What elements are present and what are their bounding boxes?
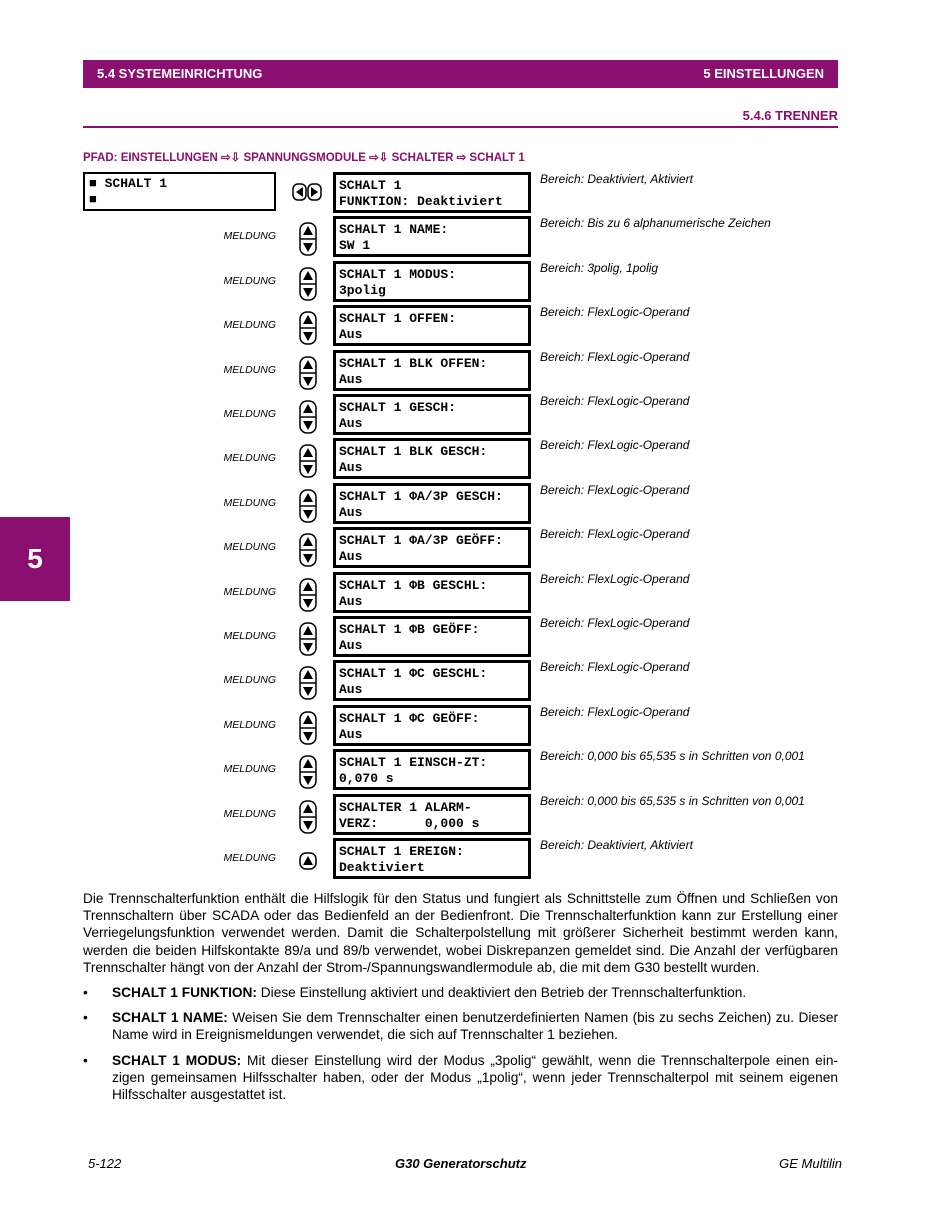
message-label: MELDUNG [223, 541, 276, 554]
message-label: MELDUNG [223, 363, 276, 376]
setting-name: SCHALT 1 [339, 178, 402, 193]
up-down-arrow-icon [298, 755, 318, 789]
setting-name: SCHALT 1 ΦA/3P GESCH: [339, 488, 503, 504]
setting-value: Aus [339, 682, 363, 698]
up-down-arrow-icon [298, 578, 318, 612]
message-label: MELDUNG [223, 452, 276, 465]
up-down-arrow-icon [298, 222, 318, 256]
setting-name: SCHALT 1 ΦC GESCHL: [339, 666, 488, 682]
section-header-left: 5.4 SYSTEMEINRICHTUNG [97, 66, 263, 81]
setting-value: Aus [339, 726, 363, 742]
setting-value: VERZ: 0,000 s [339, 815, 480, 831]
setting-display-box [333, 705, 531, 746]
setting-row [0, 261, 950, 305]
chapter-tab: 5 [0, 517, 70, 601]
range-prefix: Bereich: [540, 394, 588, 408]
setting-range [540, 794, 805, 808]
message-label: MELDUNG [223, 807, 276, 820]
range-prefix: Bereich: [540, 482, 588, 497]
setting-row [0, 216, 950, 260]
range-prefix: Bereich: [540, 305, 588, 320]
setting-name: SCHALT 1 ΦB GESCHL: [339, 577, 488, 593]
arrow-right-down-icon: ⇨⇩ [369, 152, 389, 164]
setting-row [0, 794, 950, 838]
bullet-term: SCHALT 1 MODUS: [112, 1052, 242, 1068]
setting-display-box [333, 305, 531, 346]
setting-row [0, 660, 950, 704]
up-down-arrow-icon [298, 533, 318, 567]
setting-value: Aus [339, 327, 363, 343]
up-down-arrow-icon [298, 356, 318, 390]
setting-row [0, 616, 950, 660]
path-part: SPANNUNGSMODULE [240, 152, 370, 164]
message-label: MELDUNG [223, 852, 276, 864]
menu-header-line1: ■ SCHALT 1 [89, 176, 168, 191]
message-label: MELDUNG [223, 274, 276, 287]
setting-name: SCHALT 1 MODUS: [339, 266, 457, 282]
range-prefix: Bereich: [540, 616, 588, 630]
message-label: MELDUNG [223, 319, 276, 332]
range-value: 0,000 bis 65,535 s in Schritten von 0,001 [587, 793, 805, 808]
range-value: FlexLogic-Operand [587, 660, 690, 675]
setting-row [0, 350, 950, 394]
setting-display-box [333, 794, 531, 835]
setting-range [540, 527, 689, 541]
path-part: PFAD: EINSTELLUNGEN [83, 152, 222, 164]
bullet-item [83, 1009, 838, 1043]
message-label: MELDUNG [223, 630, 276, 642]
setting-value: Aus [339, 460, 363, 476]
range-prefix: Bereich: [540, 571, 588, 586]
range-prefix: Bereich: [540, 749, 588, 764]
message-label: MELDUNG [223, 763, 276, 776]
menu-header-line2: ■ [89, 192, 97, 207]
range-prefix: Bereich: [540, 704, 588, 719]
setting-row [0, 305, 950, 349]
range-value: Bis zu 6 alphanumerische Zeichen [587, 216, 771, 231]
setting-range [540, 216, 771, 230]
setting-row [0, 483, 950, 527]
setting-name: SCHALT 1 ΦB GEÖFF: [339, 622, 480, 637]
setting-value: Aus [339, 371, 363, 387]
setting-display-box [333, 261, 531, 302]
bullet-term: SCHALT 1 NAME: [112, 1010, 228, 1026]
up-down-arrow-icon [298, 666, 318, 700]
setting-value: 3polig [339, 282, 386, 298]
setting-value: Aus [339, 593, 363, 609]
setting-name: SCHALT 1 BLK OFFEN: [339, 355, 488, 371]
bullet-dot: • [83, 985, 88, 1001]
range-prefix: Bereich: [540, 660, 588, 675]
setting-range [540, 394, 689, 408]
setting-range [540, 838, 693, 852]
up-down-arrow-icon [298, 622, 318, 656]
intro-paragraph: Die Trennschalterfunktion enthält die Hilfslogik für den Status und fungiert als Schnittstelle zum Öffnen und Schließen von Trennschaltern über SCADA oder das Bedienfeld an der Bedienfront. Die Trennschalterfunktion kann zur Erstellung einer Verriegelungsfunktion verwendet werden. Damit die Schalterpolstellung mit größerer Sicherheit bestimmt werden kann, werden die beiden Hilfskontakte 89/a und 89/b verwendet, wobei Diskrepanzen gemeldet sind. Die Anzahl der verfügbaren Trennschalter hängt von der Anzahl der Strom-/Spannungswandlermodule ab, die mit dem G30 bestellt wurden. [83, 891, 838, 975]
bullet-term: SCHALT 1 FUNKTION: [112, 985, 257, 1001]
setting-range [540, 305, 689, 319]
setting-display-box [333, 350, 531, 391]
footer-title: G30 Generatorschutz [395, 1156, 527, 1171]
range-value: FlexLogic-Operand [587, 616, 690, 630]
section-header-right: 5 EINSTELLUNGEN [703, 66, 824, 81]
setting-row [0, 705, 950, 749]
setting-name: SCHALT 1 EINSCH-ZT: [339, 755, 488, 771]
message-label: MELDUNG [223, 496, 276, 509]
range-prefix: Bereich: [540, 438, 588, 453]
range-prefix: Bereich: [540, 793, 588, 808]
divider [83, 126, 838, 128]
up-down-arrow-icon [298, 489, 318, 523]
message-label: MELDUNG [223, 718, 276, 731]
bullet-text: Diese Einstellung aktiviert und deaktiviert den Betrieb der Trennschalterfunktion. [256, 985, 747, 1001]
body-text [83, 890, 838, 1111]
footer-page-number: 5-122 [88, 1156, 122, 1171]
setting-display-box [333, 838, 531, 879]
range-value: FlexLogic-Operand [587, 394, 690, 408]
range-value: FlexLogic-Operand [587, 349, 690, 364]
bullet-item [83, 984, 838, 1001]
setting-range [540, 350, 689, 364]
bullet-item [83, 1052, 838, 1104]
setting-row [0, 572, 950, 616]
up-down-arrow-icon [298, 711, 318, 745]
range-value: FlexLogic-Operand [587, 438, 690, 453]
message-label: MELDUNG [223, 230, 276, 243]
setting-value: Deaktiviert [339, 860, 425, 875]
breadcrumb-path [83, 150, 525, 164]
setting-display-box [333, 616, 531, 657]
range-prefix: Bereich: [540, 216, 588, 231]
setting-row [0, 749, 950, 793]
setting-range [540, 705, 689, 719]
setting-value: Aus [339, 416, 363, 431]
path-part: SCHALT 1 [466, 152, 525, 164]
setting-row [0, 838, 950, 882]
range-value: FlexLogic-Operand [587, 527, 690, 542]
up-down-arrow-icon [298, 311, 318, 345]
path-part: SCHALTER [388, 152, 457, 164]
setting-name: SCHALT 1 NAME: [339, 222, 449, 238]
setting-name: SCHALT 1 ΦC GEÖFF: [339, 710, 480, 726]
range-value: FlexLogic-Operand [587, 571, 690, 586]
setting-value: SW 1 [339, 238, 371, 254]
bullet-text: Weisen Sie dem Trennschalter einen benutzerdefinierten Namen (bis zu sechs Zeichen) zu. Dieser Name wird in Ereignismeldungen verwendet, die sich auf Trennschalter 1 beziehen. [112, 1010, 839, 1043]
setting-value: Aus [339, 549, 363, 565]
setting-row [0, 394, 950, 438]
range-value: Deaktiviert, Aktiviert [587, 172, 693, 186]
setting-name: SCHALT 1 OFFEN: [339, 311, 457, 327]
range-prefix: Bereich: [540, 172, 588, 186]
range-value: 3polig, 1polig [587, 260, 659, 275]
range-prefix: Bereich: [540, 527, 588, 542]
arrow-right-down-icon: ⇨⇩ [221, 152, 241, 164]
setting-value: Aus [339, 504, 363, 520]
range-value: FlexLogic-Operand [587, 305, 690, 320]
setting-value: Aus [339, 638, 363, 653]
setting-range [540, 616, 689, 630]
setting-name: SCHALT 1 BLK GESCH: [339, 444, 488, 460]
setting-range [540, 438, 689, 452]
setting-row [0, 172, 950, 216]
setting-display-box [333, 483, 531, 524]
bullet-text: Mit dieser Einstellung wird der Modus „3polig“ gewählt, wenn die Trennschalterpole einen ein-zigen gemeinsamen Hilfsschalter haben, oder der Modus „1polig“, wenn jeder Trennschalterpol mit seinem eigenen Hilfsschalter ausgestattet ist. [112, 1052, 838, 1103]
arrow-right-icon: ⇨ [456, 152, 467, 164]
setting-range [540, 749, 805, 763]
up-down-arrow-icon [298, 800, 318, 834]
range-prefix: Bereich: [540, 349, 588, 364]
setting-range [540, 660, 689, 674]
up-down-arrow-icon [298, 400, 318, 434]
range-value: Deaktiviert, Aktiviert [587, 838, 693, 852]
setting-display-box [333, 394, 531, 435]
range-prefix: Bereich: [540, 260, 588, 275]
range-value: FlexLogic-Operand [587, 482, 690, 497]
setting-display-box [333, 572, 531, 613]
setting-name: SCHALT 1 EREIGN: [339, 844, 464, 859]
message-label: MELDUNG [223, 408, 276, 420]
bullet-dot: • [83, 1052, 88, 1068]
range-value: 0,000 bis 65,535 s in Schritten von 0,001 [587, 749, 805, 764]
message-label: MELDUNG [223, 585, 276, 598]
setting-value: FUNKTION: Deaktiviert [339, 194, 503, 209]
message-label: MELDUNG [223, 674, 276, 687]
setting-value: 0,070 s [339, 771, 394, 787]
setting-row [0, 527, 950, 571]
setting-range [540, 572, 689, 586]
setting-range [540, 261, 658, 275]
setting-display-box [333, 749, 531, 790]
up-arrow-icon [298, 844, 318, 878]
setting-display-box [333, 527, 531, 568]
setting-name: SCHALT 1 ΦA/3P GEÖFF: [339, 533, 503, 549]
subsection-title: 5.4.6 TRENNER [742, 108, 838, 123]
setting-display-box [333, 438, 531, 479]
setting-display-box [333, 172, 531, 213]
setting-row [0, 438, 950, 482]
footer-company: GE Multilin [779, 1156, 842, 1171]
setting-range [540, 483, 689, 497]
setting-display-box [333, 216, 531, 257]
section-header-bar [83, 60, 838, 88]
bullet-dot: • [83, 1010, 88, 1026]
up-down-arrow-icon [298, 267, 318, 301]
setting-name: SCHALTER 1 ALARM- [339, 799, 472, 815]
setting-display-box [333, 660, 531, 701]
range-prefix: Bereich: [540, 838, 588, 852]
up-down-arrow-icon [298, 444, 318, 478]
setting-range [540, 172, 693, 186]
range-value: FlexLogic-Operand [587, 704, 690, 719]
setting-name: SCHALT 1 GESCH: [339, 400, 457, 415]
